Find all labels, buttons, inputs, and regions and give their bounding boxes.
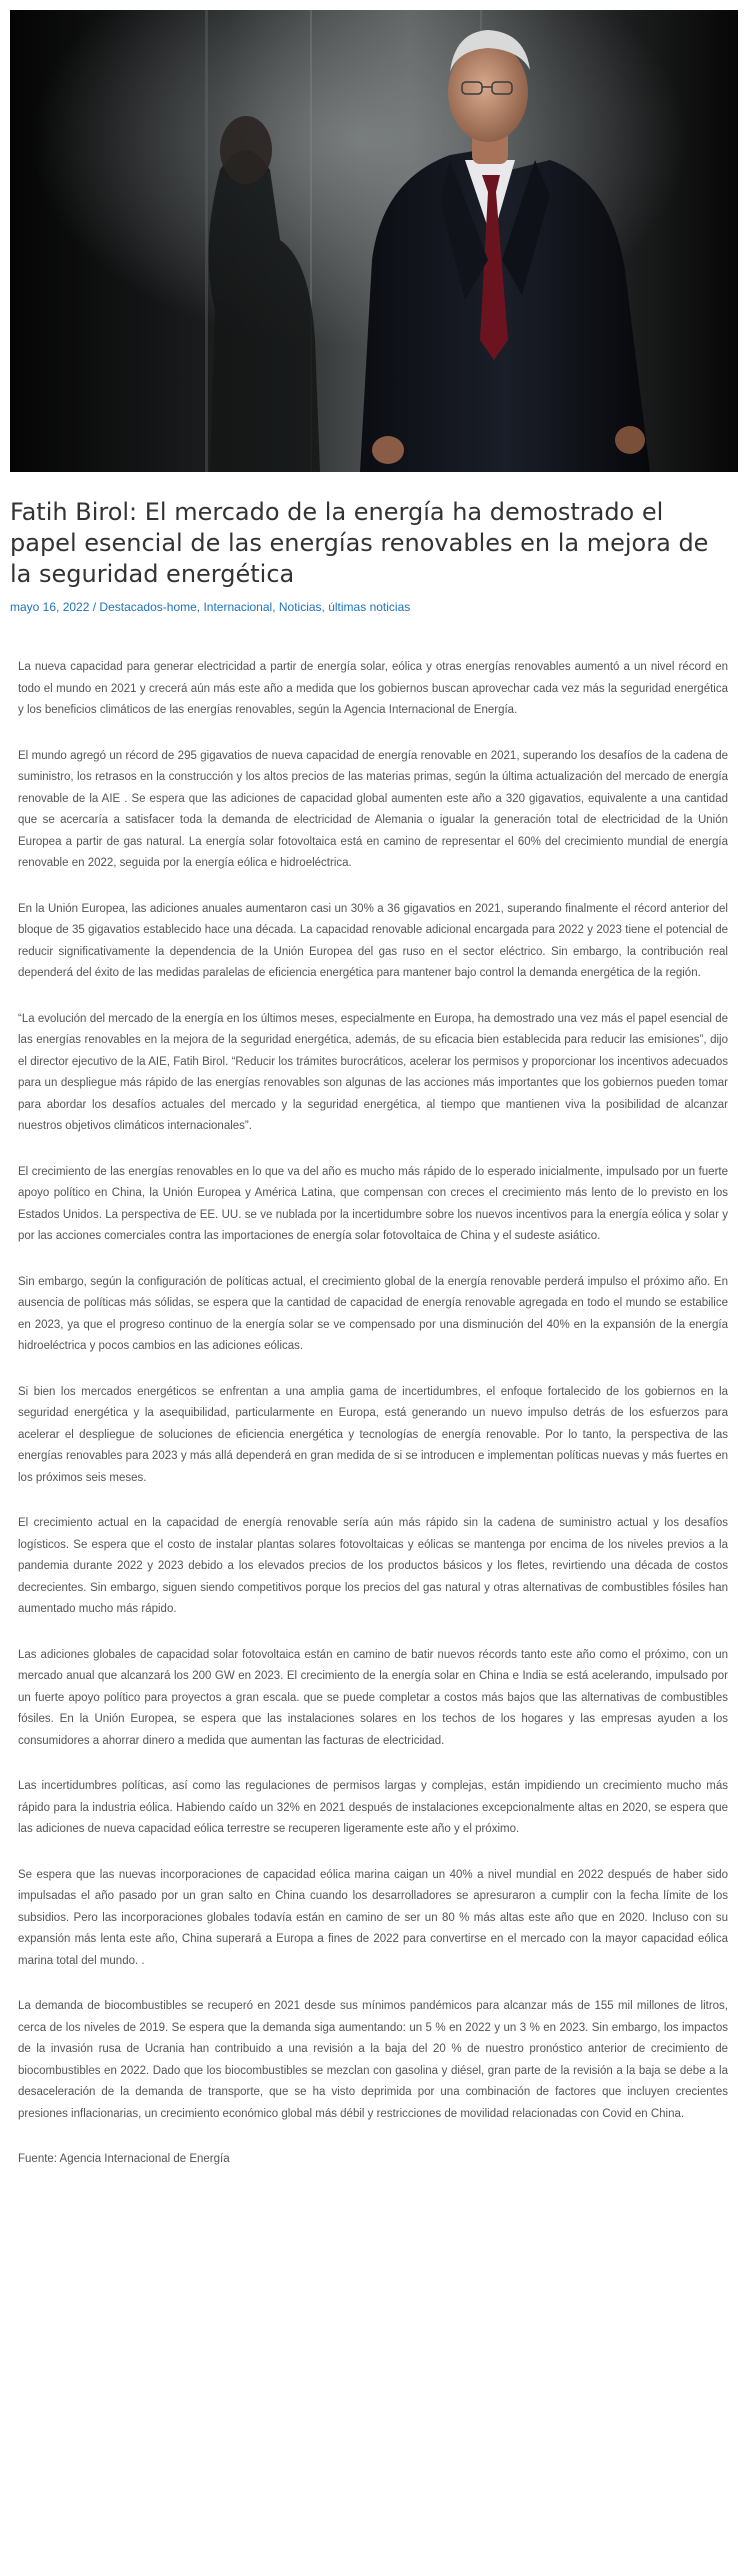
paragraph: Sin embargo, según la configuración de políticas actual, el crecimiento global de la energía renovable perderá impulso el próximo año. En ausencia de políticas más sólidas, se espera que la cantidad de capacidad de energía renovable agregada en todo el mundo se estabilice en 2023, ya que el progreso continuo de la energía solar se ve compensado por una disminución del 40% en la expansión de la energía hidroeléctrica y pocos cambios en las adiciones eólicas.: [18, 1275, 728, 1352]
post-meta: mayo 16, 2022 / Destacados-home, Internacional, Noticias, últimas noticias: [10, 600, 411, 614]
article-title: Fatih Birol: El mercado de la energía ha demostrado el papel esencial de las energías renovables en la mejora de la seguridad energética: [10, 498, 709, 588]
paragraph: La demanda de biocombustibles se recuperó en 2021 desde sus mínimos pandémicos para alcanzar más de 155 mil millones de litros, cerca de los niveles de 2019. Se espera que la demanda siga aumentando: un 5 % en 2022 y un 3 % en 2023. Sin embargo, los impactos de la invasión rusa de Ucrania han contribuido a una revisión a la baja del 20 % de nuestro pronóstico anterior de crecimiento de biocombustibles en 2022. Dado que los biocombustibles se mezclan con gasolina y diésel, gran parte de la revisión a la baja se debe a la desaceleración de la demanda de transporte, que se ha visto deprimida por una combinación de factores que incluyen crecientes presiones inflacionarias, un crecimiento económico global más débil y restricciones de movilidad relacionadas con Covid en China.: [18, 2000, 728, 2120]
paragraph: El crecimiento actual en la capacidad de energía renovable sería aún más rápido sin la cadena de suministro actual y los desafíos logísticos. Se espera que el costo de instalar plantas solares fotovoltaicas y eólicas se mantenga por encima de los niveles previos a la pandemia durante 2022 y 2023 debido a los elevados precios de los productos básicos y los fletes, revirtiendo una década de costos decrecientes. Sin embargo, siguen siendo competitivos porque los precios del gas natural y otras alternativas de combustibles fósiles han aumentado mucho más rápido.: [18, 1517, 728, 1615]
category-link-internacional[interactable]: Internacional: [203, 600, 273, 614]
hero-image: [10, 10, 738, 472]
article-source: Fuente: Agencia Internacional de Energía: [18, 2153, 230, 2165]
meta-separator: /: [89, 600, 100, 614]
paragraph: “La evolución del mercado de la energía en los últimos meses, especialmente en Europa, ha demostrado una vez más el papel esencial de las energías renovables en la mejora de la seguridad energética, además, de su eficacia bien establecida para reducir las emisiones”, dijo el director ejecutivo de la AIE, Fatih Birol. “Reducir los trámites burocráticos, acelerar los permisos y proporcionar los incentivos adecuados para un despliegue más rápido de las energías renovables son algunas de las acciones más importantes que los gobiernos pueden tomar para abordar los desafíos actuales del mercado y la seguridad energética, al tiempo que mantienen viva la posibilidad de alcanzar nuestros objetivos climáticos internacionales”.: [18, 1012, 728, 1132]
paragraph: Si bien los mercados energéticos se enfrentan a una amplia gama de incertidumbres, el enfoque fortalecido de los gobiernos en la seguridad energética y la asequibilidad, particularmente en Europa, está generando un nuevo impulso detrás de los esfuerzos para acelerar el despliegue de soluciones de eficiencia energética y tecnologías de energía renovable. Por lo tanto, la perspectiva de las energías renovables para 2023 y más allá dependerá en gran medida de si se introducen e implementan políticas nuevas y más fuertes en los próximos seis meses.: [18, 1385, 728, 1484]
category-link-ultimas-noticias[interactable]: últimas noticias: [328, 600, 411, 614]
paragraph: Se espera que las nuevas incorporaciones de capacidad eólica marina caigan un 40% a nivel mundial en 2022 después de haber sido impulsadas el año pasado por un gran salto en China cuando los desarrolladores se apresuraron a cumplir con la fecha límite de los subsidios. Pero las incorporaciones globales todavía están en camino de ser un 80 % más altas este año que en 2020. Incluso con su expansión más lenta este año, China superará a Europa a fines de 2022 para convertirse en el mercado con la mayor capacidad eólica marina total del mundo. .: [18, 1868, 728, 1967]
post-date-link[interactable]: mayo 16, 2022: [10, 600, 90, 614]
paragraph: En la Unión Europea, las adiciones anuales aumentaron casi un 30% a 36 gigavatios en 2021, superando finalmente el récord anterior del bloque de 35 gigavatios establecido hace una década. La capacidad renovable adicional encargada para 2022 y 2023 tiene el potencial de reducir significativamente la dependencia de la Unión Europea del gas ruso en el sector eléctrico. Sin embargo, la contribución real dependerá del éxito de las medidas paralelas de eficiencia energética para mantener bajo control la demanda energética de la región.: [18, 902, 728, 979]
category-link-noticias[interactable]: Noticias: [278, 600, 322, 614]
paragraph: La nueva capacidad para generar electricidad a partir de energía solar, eólica y otras energías renovables aumentó a un nivel récord en todo el mundo en 2021 y crecerá aún más este año a medida que los gobiernos buscan aprovechar cada vez más la seguridad energética y los beneficios climáticos de las energías renovables, según la Agencia Internacional de Energía.: [18, 661, 728, 716]
paragraph: El crecimiento de las energías renovables en lo que va del año es mucho más rápido de lo esperado inicialmente, impulsado por un fuerte apoyo político en China, la Unión Europea y América Latina, que compensan con creces el crecimiento más lento de lo previsto en los Estados Unidos. La perspectiva de EE. UU. se ve nublada por la incertidumbre sobre los nuevos incentivos para la energía eólica y solar y por las acciones comerciales contra las importaciones de energía solar fotovoltaica de China y el sudeste asiático.: [18, 1165, 728, 1242]
article-body: [18, 657, 728, 2195]
paragraph: El mundo agregó un récord de 295 gigavatios de nueva capacidad de energía renovable en 2021, superando los desafíos de la cadena de suministro, los retrasos en la construcción y los altos precios de las materias primas, según la última actualización del mercado de energía renovable de la AIE . Se espera que las adiciones de capacidad global aumenten este año a 320 gigavatios, equivalente a una cantidad que se acercaría a satisfacer toda la demanda de electricidad de Alemania o igualar la generación total de electricidad de la Unión Europea a partir de gas natural. La energía solar fotovoltaica está en camino de representar el 60% del crecimiento mundial de energía renovable en 2022, seguida por la energía eólica e hidroeléctrica.: [18, 749, 728, 869]
category-link-destacados[interactable]: Destacados-home: [99, 600, 197, 614]
paragraph: Las adiciones globales de capacidad solar fotovoltaica están en camino de batir nuevos récords tanto este año como el próximo, con un mercado anual que alcanzará los 200 GW en 2023. El crecimiento de la energía solar en China e India se está acelerando, impulsado por un fuerte apoyo político para proyectos a gran escala. que se puede completar a costos más bajos que las alternativas de combustibles fósiles. En la Unión Europea, se espera que las instalaciones solares en los techos de los hogares y las empresas ayuden a los consumidores a ahorrar dinero a medida que aumentan las facturas de electricidad.: [18, 1648, 728, 1747]
paragraph: Las incertidumbres políticas, así como las regulaciones de permisos largas y complejas, están impidiendo un crecimiento mucho más rápido para la industria eólica. Habiendo caído un 32% en 2021 después de instalaciones excepcionalmente altas en 2020, se espera que las adiciones de nueva capacidad eólica terrestre se recuperen ligeramente este año y el próximo.: [18, 1780, 728, 1835]
